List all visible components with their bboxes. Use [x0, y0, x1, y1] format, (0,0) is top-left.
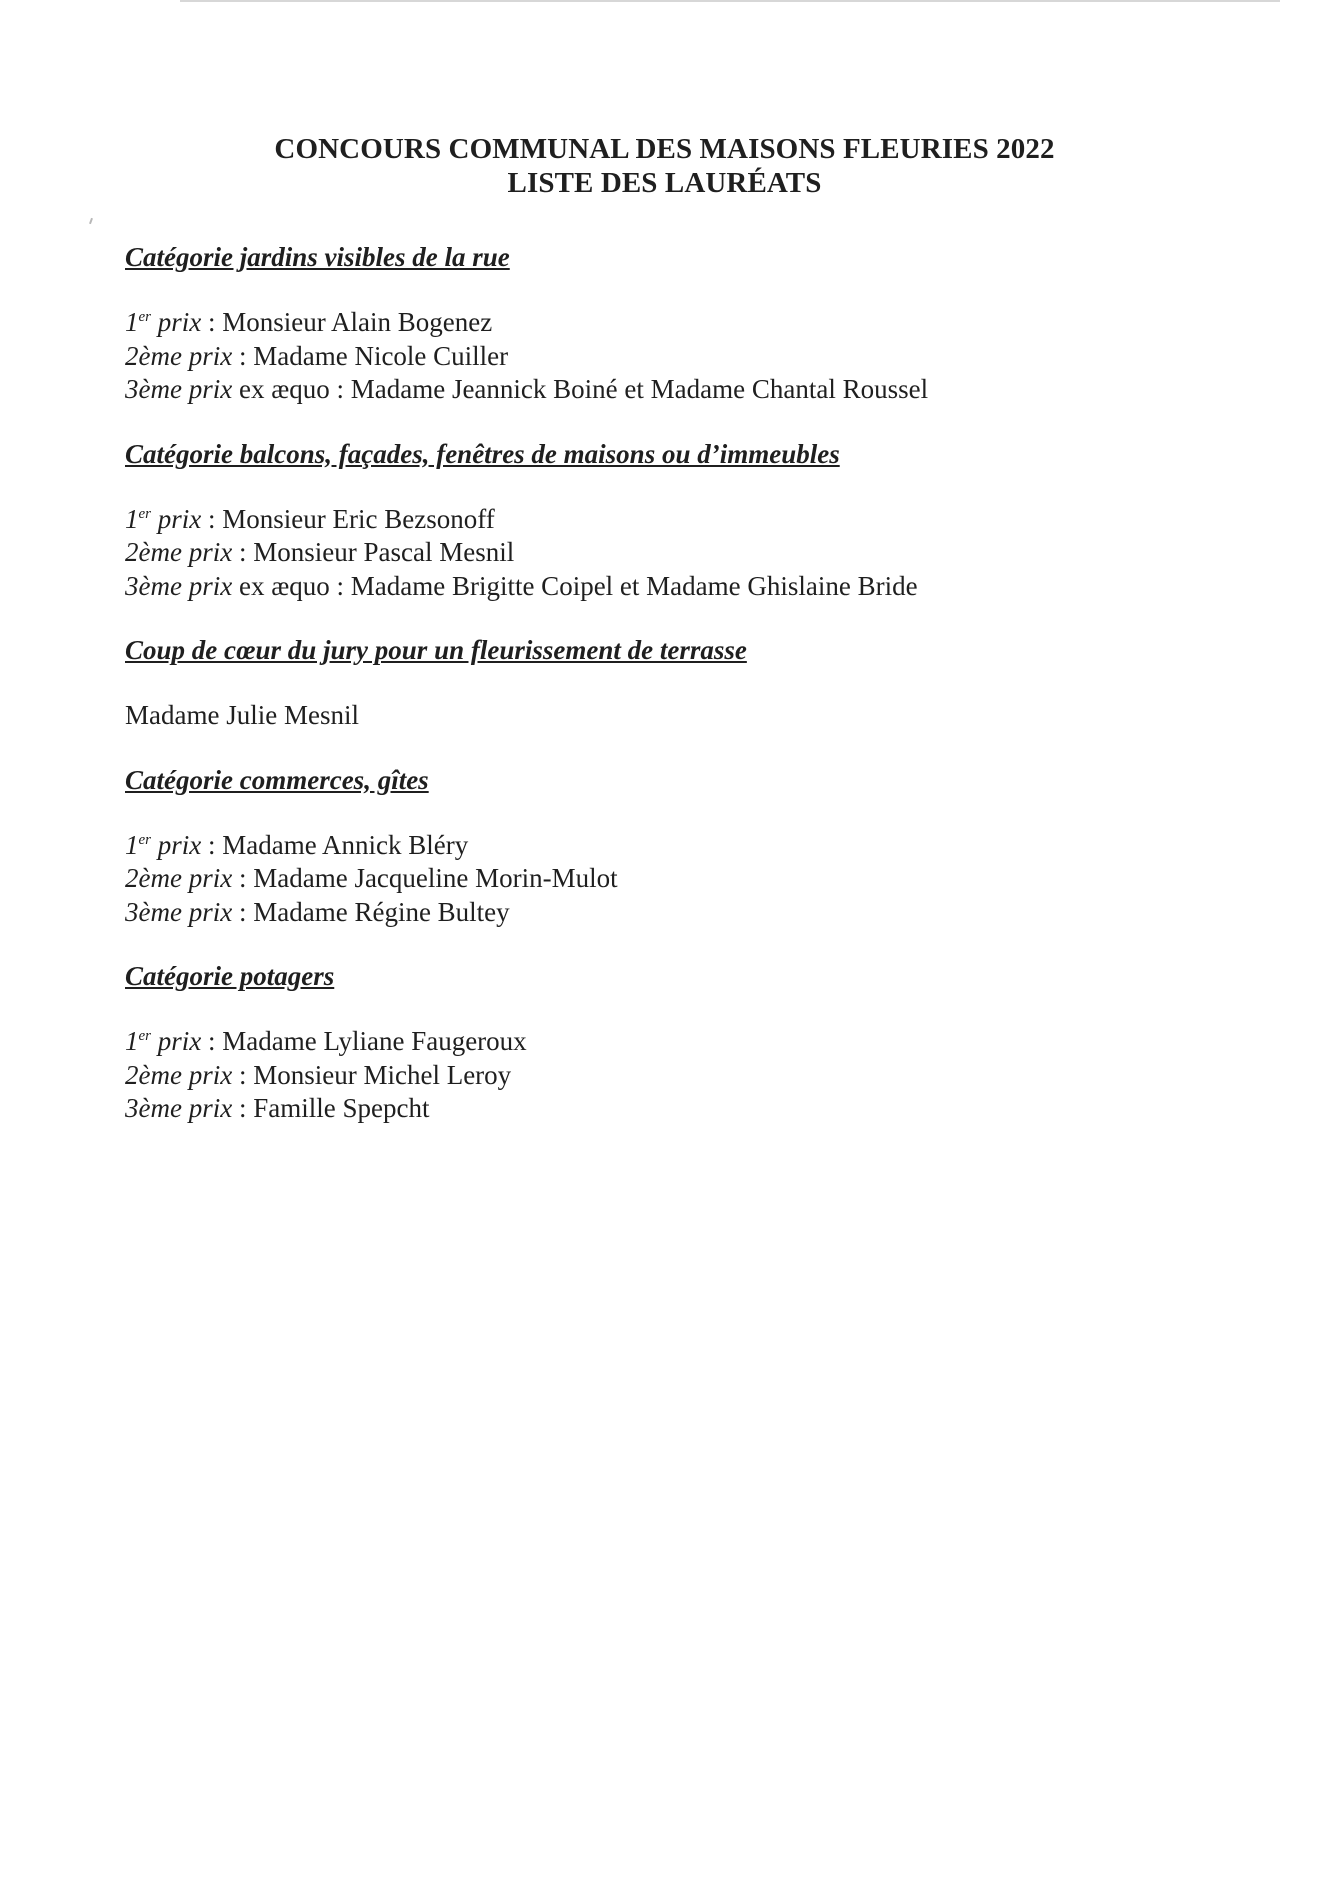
separator: : [201, 1026, 223, 1056]
winner-name: Madame Nicole Cuiller [253, 340, 509, 371]
separator: : [232, 1059, 254, 1090]
separator: : [201, 307, 223, 337]
winner-name: Madame Annick Bléry [222, 829, 469, 860]
section-commerces [125, 763, 1275, 930]
section-jardins [125, 240, 1275, 407]
rank-label: 3ème prix [125, 570, 233, 601]
prize-entry [125, 306, 1275, 340]
rank-label: 1er prix [125, 503, 202, 534]
title-line-2: LISTE DES LAURÉATS [507, 167, 822, 199]
winner-name: Madame Lyliane Faugeroux [222, 1026, 527, 1056]
prize-entry [125, 896, 1275, 930]
rank-label: 1er prix [125, 829, 202, 860]
section-balcons [125, 437, 1275, 604]
separator: : [232, 537, 254, 567]
winner-name: Madame Jeannick Boiné et Madame Chantal Roussel [350, 374, 929, 404]
separator: : [232, 896, 254, 927]
section-heading: Catégorie balcons, façades, fenêtres de maisons ou d’immeubles [125, 438, 840, 469]
separator: : [232, 863, 254, 893]
section-potagers [125, 959, 1275, 1126]
separator: : [232, 340, 254, 371]
prize-entry [125, 570, 1275, 604]
separator: : [232, 1093, 254, 1123]
rank-label: 2ème prix [125, 340, 233, 371]
rank-label: 3ème prix [125, 1093, 233, 1123]
prize-entry [125, 862, 1275, 896]
prize-entry [125, 1059, 1275, 1093]
winner-name: Monsieur Pascal Mesnil [253, 537, 515, 567]
section-heading: Catégorie jardins visibles de la rue [125, 242, 510, 272]
prize-entry [125, 1025, 1275, 1059]
prize-entry [125, 373, 1275, 407]
separator: : [329, 374, 351, 404]
winner-name: Monsieur Alain Bogenez [222, 307, 493, 337]
winner-name: Madame Jacqueline Morin-Mulot [253, 863, 618, 893]
winner-name: Madame Julie Mesnil [125, 700, 359, 730]
winner-name: Madame Régine Bultey [253, 896, 510, 927]
rank-label: 2ème prix [125, 537, 233, 567]
rank-extra: ex æquo [232, 570, 330, 601]
section-heading: Coup de cœur du jury pour un fleurissement de terrasse [125, 635, 747, 665]
section-heading: Catégorie commerces, gîtes [125, 764, 429, 795]
rank-extra: ex æquo [232, 374, 330, 404]
prize-entry [125, 340, 1275, 374]
rank-label: 2ème prix [125, 863, 233, 893]
rank-label: 1er prix [125, 1026, 202, 1056]
prize-entry [125, 503, 1275, 537]
separator: : [329, 570, 351, 601]
winner-name: Monsieur Michel Leroy [253, 1059, 512, 1090]
separator: : [201, 503, 223, 534]
rank-label: 3ème prix [125, 896, 233, 927]
rank-label: 1er prix [125, 307, 202, 337]
prize-entry [125, 829, 1275, 863]
document-title [0, 132, 1329, 200]
prize-entry [125, 536, 1275, 570]
section-coup-de-coeur [125, 633, 1275, 733]
winner-name: Monsieur Eric Bezsonoff [222, 503, 495, 534]
title-line-1: CONCOURS COMMUNAL DES MAISONS FLEURIES 2022 [274, 133, 1055, 165]
winner-name: Madame Brigitte Coipel et Madame Ghislaine Bride [350, 570, 918, 601]
separator: : [201, 829, 223, 860]
section-heading: Catégorie potagers [125, 961, 335, 991]
winner-name: Famille Spepcht [253, 1093, 430, 1123]
rank-label: 2ème prix [125, 1059, 233, 1090]
laureates-list [125, 240, 1275, 1156]
prize-entry [125, 1092, 1275, 1126]
rank-label: 3ème prix [125, 374, 233, 404]
